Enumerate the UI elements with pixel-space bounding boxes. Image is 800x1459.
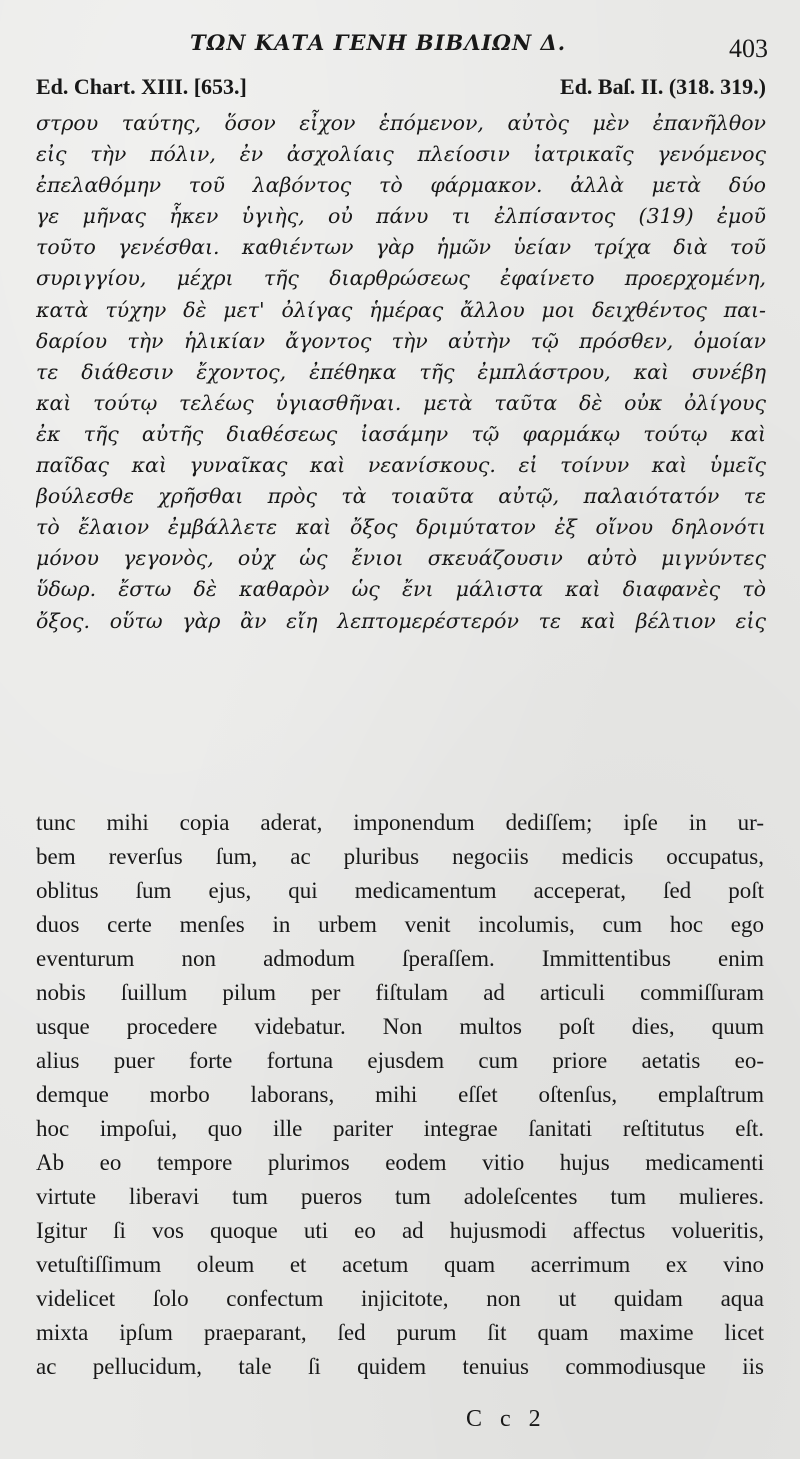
greek-text-line: παῖδας καὶ γυναῖκας καὶ νεανίσκους. εἰ τοίνυν καὶ ὑμεῖς bbox=[36, 453, 766, 478]
greek-text-line: τὸ ἔλαιον ἐμβάλλετε καὶ ὄξος δριμύτατον ἐξ οἴνου δηλονότι bbox=[36, 515, 766, 540]
latin-text-block bbox=[36, 806, 764, 1384]
greek-text-line: μόνου γεγονὸς, οὐχ ὡς ἔνιοι σκευάζουσιν αὐτὸ μιγνύντες bbox=[36, 546, 766, 571]
greek-text-line: ἐκ τῆς αὐτῆς διαθέσεως ἰασάμην τῷ φαρμάκῳ τούτῳ καὶ bbox=[36, 421, 766, 446]
latin-text-line: bem reverſus ſum, ac pluribus negociis medicis occupatus, bbox=[36, 844, 764, 869]
latin-text-line: duos certe menſes in urbem venit incolumis, cum hoc ego bbox=[36, 912, 764, 937]
greek-text-line: τοῦτο γενέσθαι. καθιέντων γὰρ ἡμῶν ὑείαν τρίχα διὰ τοῦ bbox=[36, 235, 766, 260]
greek-text-line: συριγγίου, μέχρι τῆς διαρθρώσεως ἐφαίνετο προερχομένη, bbox=[36, 266, 766, 291]
latin-text-line: ac pellucidum, tale ſi quidem tenuius commodiusque iis bbox=[36, 1354, 764, 1379]
greek-text-line: στρου ταύτης, ὅσον εἶχον ἑπόμενον, αὐτὸς μὲν ἐπανῆλθον bbox=[36, 111, 766, 135]
latin-text-line: vetuſtiſſimum oleum et acetum quam acerrimum ex vino bbox=[36, 1252, 764, 1277]
latin-text-line: nobis ſuillum pilum per fiſtulam ad articuli commiſſuram bbox=[36, 980, 764, 1005]
edition-basel-reference: Ed. Baſ. II. (318. 319.) bbox=[560, 74, 766, 99]
latin-text-line: alius puer forte fortuna ejusdem cum priore aetatis eo- bbox=[36, 1048, 764, 1073]
greek-text-block bbox=[36, 108, 766, 637]
greek-text-line: τε διάθεσιν ἔχοντος, ἐπέθηκα τῆς ἐμπλάστρου, καὶ συνέβη bbox=[36, 359, 766, 384]
latin-text-line: Igitur ſi vos quoque uti eo ad hujusmodi affectus volueritis, bbox=[36, 1218, 764, 1243]
page-number: 403 bbox=[729, 34, 768, 63]
latin-text-line: mixta ipſum praeparant, ſed purum ſit quam maxime licet bbox=[36, 1320, 764, 1345]
latin-text-line: Ab eo tempore plurimos eodem vitio hujus medicamenti bbox=[36, 1150, 764, 1175]
latin-text-line: tunc mihi copia aderat, imponendum dediſſem; ipſe in ur- bbox=[36, 810, 764, 835]
latin-text-line: usque procedere videbatur. Non multos poſt dies, quum bbox=[36, 1014, 764, 1039]
latin-text-line: oblitus ſum ejus, qui medicamentum acceperat, ſed poſt bbox=[36, 878, 764, 903]
greek-text-line: καὶ τούτῳ τελέως ὑγιασθῆναι. μετὰ ταῦτα δὲ οὐκ ὀλίγους bbox=[36, 390, 766, 415]
latin-text-line: virtute liberavi tum pueros tum adoleſcentes tum mulieres. bbox=[36, 1184, 764, 1209]
greek-text-line: κατὰ τύχην δὲ μετ' ὀλίγας ἡμέρας ἄλλου μοι δειχθέντος παι- bbox=[36, 297, 766, 322]
running-title: ΤΩΝ ΚΑΤΑ ΓΕΝΗ ΒΙΒΛΙΩΝ Δ. bbox=[190, 30, 567, 55]
greek-text-line: δαρίου τὴν ἡλικίαν ἄγοντος τὴν αὐτὴν τῷ πρόσθεν, ὁμοίαν bbox=[36, 328, 766, 353]
greek-text-line: βούλεσθε χρῆσθαι πρὸς τὰ τοιαῦτα αὐτῷ, παλαιότατόν τε bbox=[36, 484, 766, 509]
greek-text-line: ὄξος. οὕτω γὰρ ἂν εἴη λεπτομερέστερόν τε καὶ βέλτιον εἰς bbox=[36, 608, 766, 633]
edition-reference-line bbox=[36, 74, 766, 100]
latin-text-line: videlicet ſolo confectum injicitote, non ut quidam aqua bbox=[36, 1286, 764, 1311]
latin-text-line: eventurum non admodum ſperaſſem. Immittentibus enim bbox=[36, 946, 764, 971]
greek-text-line: ὕδωρ. ἔστω δὲ καθαρὸν ὡς ἔνι μάλιστα καὶ διαφανὲς τὸ bbox=[36, 577, 766, 602]
latin-text-line: demque morbo laborans, mihi eſſet oſtenſus, emplaſtrum bbox=[36, 1082, 764, 1107]
greek-text-line: εἰς τὴν πόλιν, ἐν ἀσχολίαις πλείοσιν ἰατρικαῖς γενόμενος bbox=[36, 142, 766, 167]
greek-text-line: γε μῆνας ἧκεν ὑγιὴς, οὐ πάνυ τι ἐλπίσαντος (319) ἐμοῦ bbox=[36, 204, 766, 229]
greek-text-line: ἐπελαθόμην τοῦ λαβόντος τὸ φάρμακον. ἀλλὰ μετὰ δύο bbox=[36, 173, 766, 198]
signature-mark: C c 2 bbox=[466, 1406, 547, 1432]
latin-text-line: hoc impoſui, quo ille pariter integrae ſanitati reſtitutus eſt. bbox=[36, 1116, 764, 1141]
edition-chart-reference: Ed. Chart. XIII. [653.] bbox=[36, 74, 247, 99]
